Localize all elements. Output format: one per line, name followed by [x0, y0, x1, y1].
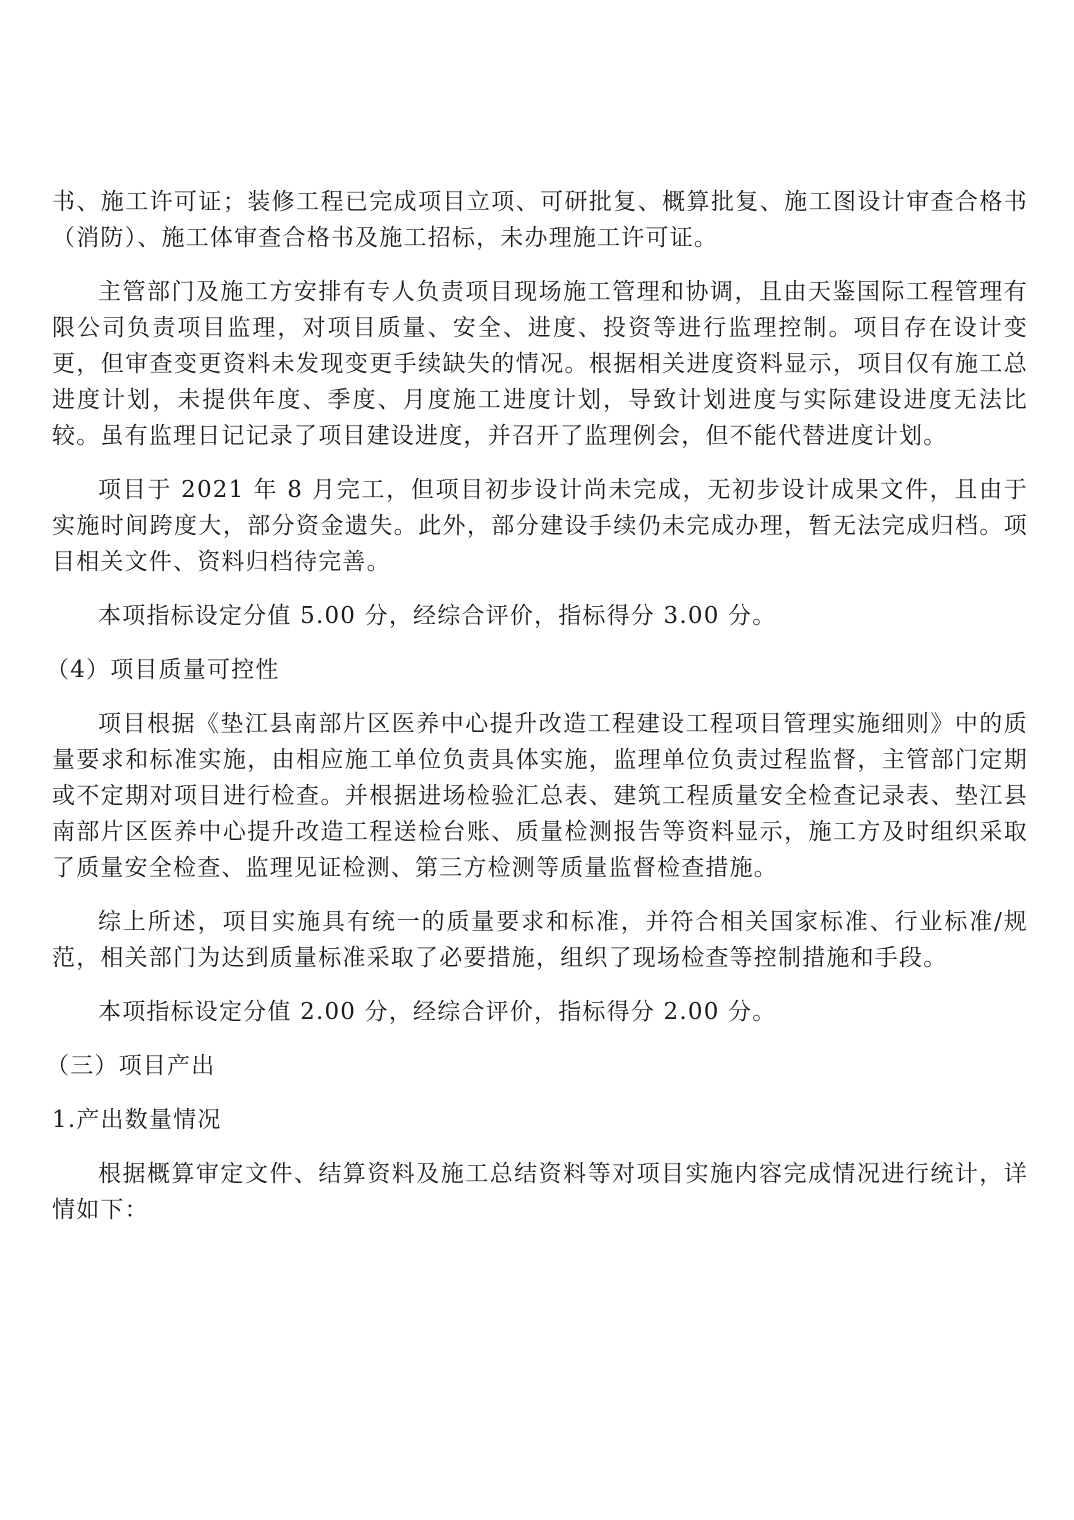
heading-output-quantity: 1.产出数量情况 [52, 1107, 222, 1133]
paragraph-completion-archiving: 项目于 2021 年 8 月完工，但项目初步设计尚未完成，无初步设计成果文件，且由于实施时间跨度大，部分资金遗失。此外，部分建设手续仍未完成办理，暂无法完成归档。项目相关文件、资料归档待完善。 [52, 477, 1028, 575]
paragraph-score-progress: 本项指标设定分值 5.00 分，经综合评价，指标得分 3.00 分。 [98, 603, 777, 629]
heading-project-output: （三）项目产出 [46, 1053, 216, 1079]
document-body [46, 184, 1028, 1246]
paragraph-construction-permits: 书、施工许可证；装修工程已完成项目立项、可研批复、概算批复、施工图设计审查合格书（消防）、施工体审查合格书及施工招标，未办理施工许可证。 [52, 189, 1028, 251]
paragraph-site-management: 主管部门及施工方安排有专人负责项目现场施工管理和协调，且由天鉴国际工程管理有限公司负责项目监理，对项目质量、安全、进度、投资等进行监理控制。项目存在设计变更，但审查变更资料未发现变更手续缺失的情况。根据相关进度资料显示，项目仅有施工总进度计划，未提供年度、季度、月度施工进度计划，导致计划进度与实际建设进度无法比较。虽有监理日记记录了项目建设进度，并召开了监理例会，但不能代替进度计划。 [52, 279, 1028, 449]
heading-quality-control: （4）项目质量可控性 [46, 657, 280, 683]
paragraph-output-statistics: 根据概算审定文件、结算资料及施工总结资料等对项目实施内容完成情况进行统计，详情如下： [52, 1161, 1028, 1223]
paragraph-score-quality: 本项指标设定分值 2.00 分，经综合评价，指标得分 2.00 分。 [98, 999, 777, 1025]
paragraph-quality-summary: 综上所述，项目实施具有统一的质量要求和标准，并符合相关国家标准、行业标准/规范，相关部门为达到质量标准采取了必要措施，组织了现场检查等控制措施和手段。 [52, 909, 1028, 971]
paragraph-quality-standards: 项目根据《垫江县南部片区医养中心提升改造工程建设工程项目管理实施细则》中的质量要求和标准实施，由相应施工单位负责具体实施，监理单位负责过程监督，主管部门定期或不定期对项目进行检查。并根据进场检验汇总表、建筑工程质量安全检查记录表、垫江县南部片区医养中心提升改造工程送检台账、质量检测报告等资料显示，施工方及时组织采取了质量安全检查、监理见证检测、第三方检测等质量监督检查措施。 [52, 711, 1028, 881]
